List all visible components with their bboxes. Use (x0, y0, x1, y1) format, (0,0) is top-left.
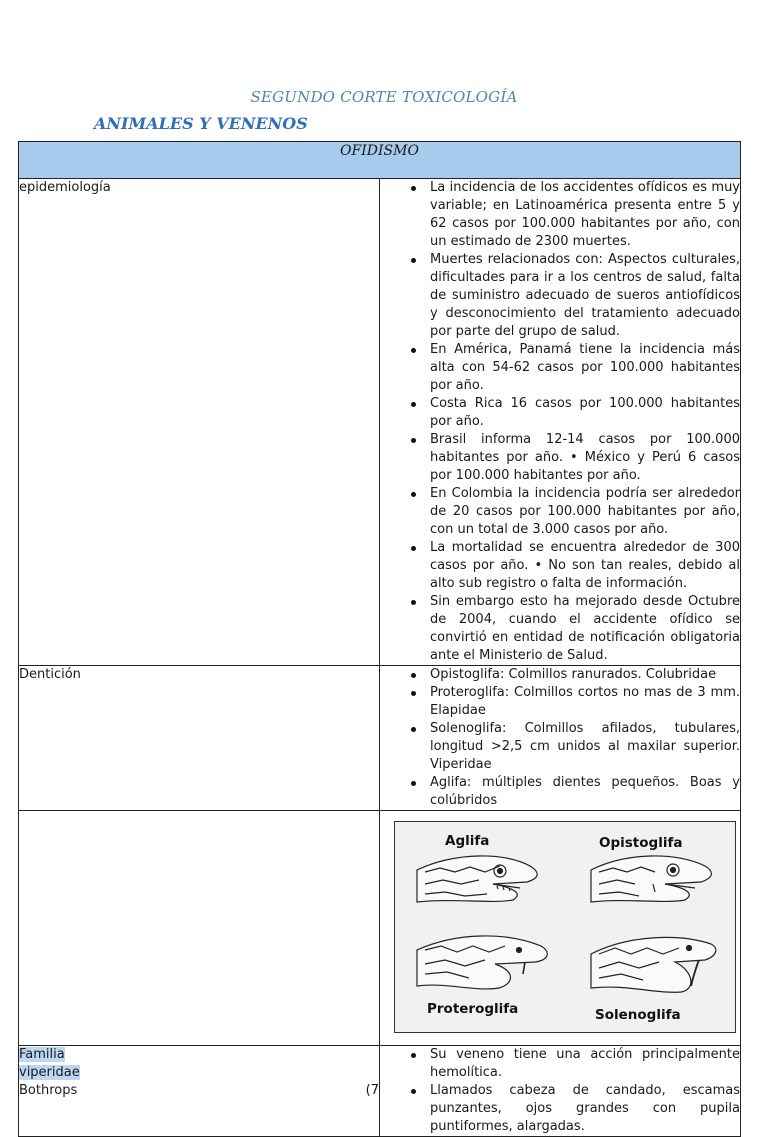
row-content-figure (380, 811, 741, 1046)
row-label-empty (19, 811, 380, 1046)
document-subtitle: ANIMALES Y VENENOS (94, 114, 308, 133)
list-item: La mortalidad se encuentra alrededor de 300 casos por año. • No son tan reales, debido al alto sub registro o falta de información. (430, 540, 740, 591)
list-item: En América, Panamá tiene la incidencia más alta con 54-62 casos por 100.000 habitantes por año. (430, 342, 740, 393)
list-item: Su veneno tiene una acción principalmente hemolítica. (430, 1047, 740, 1080)
list-item: Solenoglifa: Colmillos afilados, tubulares, longitud >2,5 cm unidos al maxilar superior. Viperidae (430, 721, 740, 772)
aglifa-snake-head (417, 856, 537, 902)
proteroglifa-snake-head (417, 936, 547, 989)
table-row-denticion (19, 666, 741, 811)
row-label-familia (19, 1046, 380, 1137)
epidemiologia-list (380, 179, 740, 665)
row-content-familia (380, 1046, 741, 1137)
label-aglifa: Aglifa (445, 833, 490, 849)
list-item: Aglifa: múltiples dientes pequeños. Boas y colúbridos (430, 775, 740, 808)
list-item: Opistoglifa: Colmillos ranurados. Colubridae (430, 666, 740, 684)
familia-label-line3-suffix: (7 (365, 1083, 379, 1098)
label-solenoglifa: Solenoglifa (595, 1007, 681, 1023)
row-content-denticion (380, 666, 741, 811)
familia-label-line1: Familia (19, 1047, 65, 1062)
document-title: SEGUNDO CORTE TOXICOLOGÍA (250, 88, 518, 106)
list-item: Llamados cabeza de candado, escamas punzantes, ojos grandes con pupila puntiformes, alargadas. (430, 1083, 740, 1134)
ofidismo-table (18, 141, 741, 1137)
familia-label-line2: viperidae (19, 1065, 80, 1080)
denticion-list (380, 666, 740, 810)
opistoglifa-snake-head (591, 856, 711, 902)
list-item: Muertes relacionados con: Aspectos culturales, dificultades para ir a los centros de salud, falta de suministro adecuado de sueros antiofídicos y desconocimiento del tratamiento adecuado por parte del grupo de salud. (430, 252, 740, 339)
dentition-figure (394, 821, 736, 1033)
solenoglifa-snake-head (591, 937, 716, 992)
table-row-epidemiologia (19, 179, 741, 666)
list-item: Proteroglifa: Colmillos cortos no mas de 3 mm. Elapidae (430, 685, 740, 718)
table-header: OFIDISMO (19, 142, 741, 179)
list-item: Sin embargo esto ha mejorado desde Octubre de 2004, cuando el accidente ofídico se convirtió en entidad de notificación obligatoria ante el Ministerio de Salud. (430, 594, 740, 663)
label-opistoglifa: Opistoglifa (599, 835, 683, 851)
row-content-epidemiologia (380, 179, 741, 666)
row-label-denticion: Dentición (19, 666, 380, 811)
row-label-epidemiologia: epidemiología (19, 179, 380, 666)
label-proteroglifa: Proteroglifa (427, 1001, 519, 1017)
familia-list (380, 1046, 740, 1136)
table-row-familia (19, 1046, 741, 1137)
list-item: Costa Rica 16 casos por 100.000 habitantes por año. (430, 396, 740, 429)
familia-label-line3: Bothrops (19, 1083, 78, 1098)
table-row-figure (19, 811, 741, 1046)
list-item: En Colombia la incidencia podría ser alrededor de 20 casos por 100.000 habitantes por año, con un total de 3.000 casos por año. (430, 486, 740, 537)
list-item: La incidencia de los accidentes ofídicos es muy variable; en Latinoamérica presenta entre 5 y 62 casos por 100.000 habitantes por año, con un estimado de 2300 muertes. (430, 180, 740, 249)
list-item: Brasil informa 12-14 casos por 100.000 habitantes por año. • México y Perú 6 casos por 100.000 habitantes por año. (430, 432, 740, 483)
